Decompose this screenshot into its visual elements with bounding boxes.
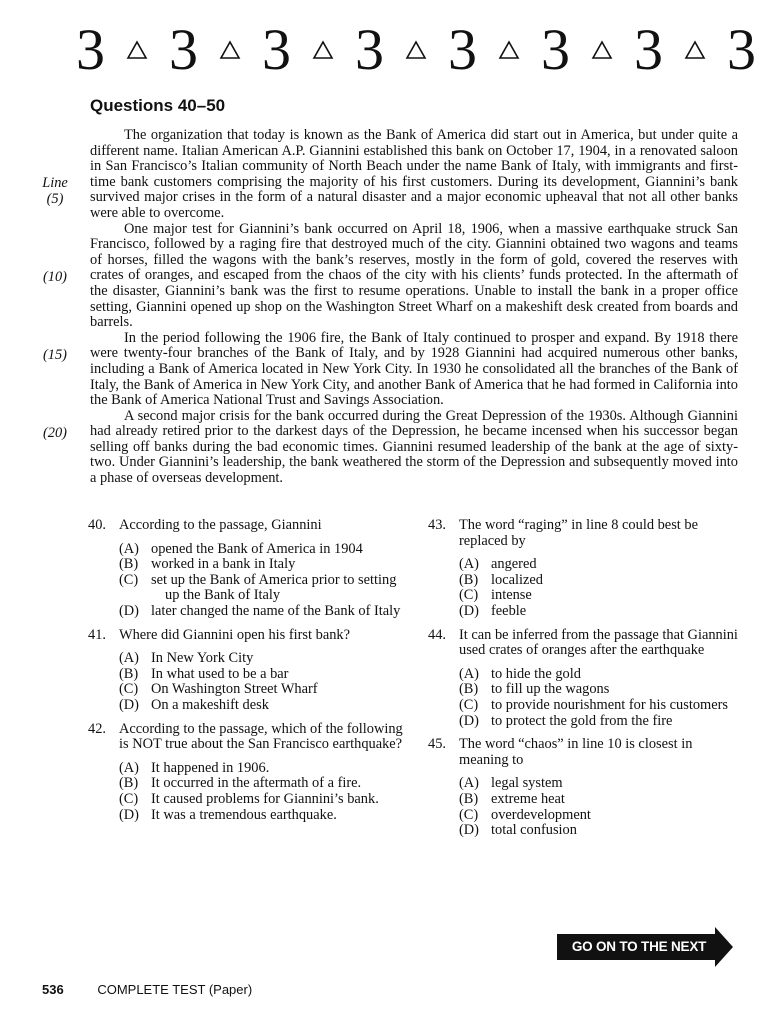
page-number: 536 xyxy=(42,982,64,997)
answer-choice xyxy=(119,604,408,620)
answer-choice xyxy=(119,792,408,808)
answer-choice xyxy=(119,667,408,683)
section-banner xyxy=(76,17,756,82)
choice-letter: (D) xyxy=(459,602,479,619)
section-number: 3 xyxy=(634,17,663,82)
question-block xyxy=(428,518,738,620)
choice-letter: (A) xyxy=(119,650,139,667)
answer-choice xyxy=(459,573,738,589)
passage-paragraph: A second major crisis for the bank occurred during the Great Depression of the 1930s. Although Giannini had already retired prior to the darkest days of the Depression, he became incensed when his successor began selling off banks during the bad economic times. Giannini resumed leadership of the bank at the age of sixty-two. Under Giannini’s leadership, the bank weathered the storm of the Depression and subsequently moved into a phase of overseas development. xyxy=(90,407,738,487)
choice-text: It occurred in the aftermath of a fire. xyxy=(151,775,362,792)
passage-paragraph: The organization that today is known as the Bank of America did start out in America, but under quite a different name. Italian American A.P. Giannini established this bank on October 17, 1904, in a renovated saloon in San Francisco’s Italian community of North Beach under the name Bank of Italy, with immigrants and first-time bank customers comprising the majority of his first customers. During its development, Giannini’s bank survived major crises in the form of a natural disaster and a major economic upheaval that not all other banks were able to overcome. xyxy=(90,127,738,221)
answer-choice xyxy=(459,588,738,604)
question-block xyxy=(88,628,408,714)
choice-letter: (A) xyxy=(459,775,479,792)
choice-text: set up the Bank of America prior to setting up the Bank of Italy xyxy=(151,571,397,604)
footer-title: COMPLETE TEST (Paper) xyxy=(97,982,253,997)
triangle-outline-icon xyxy=(405,40,427,60)
choice-letter: (D) xyxy=(119,602,139,619)
answer-choice xyxy=(119,682,408,698)
choice-text: It was a tremendous earthquake. xyxy=(151,806,337,823)
question-number: 44. xyxy=(428,626,446,643)
triangle-outline-icon xyxy=(312,40,334,60)
answer-choices xyxy=(88,761,408,823)
line-number-15: (15) xyxy=(43,347,67,363)
choice-letter: (C) xyxy=(119,790,139,807)
section-number: 3 xyxy=(355,17,384,82)
answer-choice xyxy=(459,823,738,839)
answer-choice xyxy=(119,761,408,777)
choice-text: later changed the name of the Bank of Italy xyxy=(151,602,401,619)
choice-text: In New York City xyxy=(151,650,254,667)
section-number: 3 xyxy=(727,17,756,82)
choice-letter: (B) xyxy=(119,665,139,682)
choice-letter: (C) xyxy=(459,587,479,604)
choice-text: to provide nourishment for his customers xyxy=(491,696,729,713)
answer-choice xyxy=(459,808,738,824)
question-number: 41. xyxy=(88,626,106,643)
question-text: It can be inferred from the passage that Giannini used crates of oranges after the earthquake xyxy=(459,626,738,659)
choice-text: opened the Bank of America in 1904 xyxy=(151,540,363,557)
answer-choices xyxy=(428,776,738,838)
choice-letter: (A) xyxy=(459,665,479,682)
answer-choice xyxy=(459,698,738,714)
next-page-label: GO ON TO THE NEXT PAGE xyxy=(571,939,707,976)
choice-text: In what used to be a bar xyxy=(151,665,289,682)
answer-choice xyxy=(119,776,408,792)
choice-letter: (D) xyxy=(119,696,139,713)
triangle-outline-icon xyxy=(219,40,241,60)
answer-choice xyxy=(119,698,408,714)
line-label: Line xyxy=(42,175,68,191)
triangle-outline-icon xyxy=(591,40,613,60)
line-number-5: (5) xyxy=(46,191,64,207)
question-block xyxy=(88,518,408,620)
choice-letter: (B) xyxy=(119,556,139,573)
answer-choice xyxy=(459,792,738,808)
answer-choice xyxy=(119,557,408,573)
choice-letter: (B) xyxy=(119,775,139,792)
answer-choice xyxy=(459,776,738,792)
question-stem xyxy=(88,628,408,644)
choice-text: overdevelopment xyxy=(491,806,591,823)
choice-text: legal system xyxy=(491,775,563,792)
choice-text: It caused problems for Giannini’s bank. xyxy=(151,790,379,807)
answer-choice xyxy=(119,808,408,824)
section-number: 3 xyxy=(262,17,291,82)
page-footer xyxy=(42,982,252,997)
questions-right-column xyxy=(428,518,738,847)
answer-choices xyxy=(88,542,408,620)
question-number: 40. xyxy=(88,517,106,533)
section-number: 3 xyxy=(76,17,105,82)
passage-paragraph: One major test for Giannini’s bank occurred on April 18, 1906, when a massive earthquake struck San Francisco, followed by a raging fire that destroyed much of the city. Giannini obtained two wagons and teams of horses, filled the wagons with the bank’s reserves, mostly in the form of gold, covered the reserves with crates of oranges, and escaped from the chaos of the city with his clients’ funds protected. In the aftermath of the disaster, Giannini’s bank was the first to resume operations. Unable to install the bank in a proper office setting, Giannini opened up shop on the Washington Street Wharf on a makeshift desk created from boards and barrels. xyxy=(90,220,738,331)
choice-text: worked in a bank in Italy xyxy=(151,556,296,573)
section-number: 3 xyxy=(169,17,198,82)
choice-text: On Washington Street Wharf xyxy=(151,681,318,698)
answer-choice xyxy=(119,573,408,604)
question-text: According to the passage, Giannini xyxy=(119,517,322,533)
reading-passage xyxy=(90,128,738,487)
answer-choices xyxy=(88,651,408,713)
choice-text: to protect the gold from the fire xyxy=(491,712,673,729)
question-text: The word “raging” in line 8 could best be replaced by xyxy=(459,517,698,549)
answer-choices xyxy=(428,667,738,729)
question-number: 42. xyxy=(88,720,106,737)
question-number: 45. xyxy=(428,736,446,753)
choice-text: total confusion xyxy=(491,822,577,839)
answer-choice xyxy=(119,542,408,558)
choice-text: On a makeshift desk xyxy=(151,696,269,713)
choice-letter: (B) xyxy=(459,790,479,807)
choice-letter: (B) xyxy=(459,681,479,698)
question-text: Where did Giannini open his first bank? xyxy=(119,626,350,643)
choice-letter: (A) xyxy=(459,556,479,573)
answer-choice xyxy=(119,651,408,667)
section-number: 3 xyxy=(541,17,570,82)
question-block xyxy=(88,722,408,824)
line-number-20: (20) xyxy=(43,425,67,441)
choice-letter: (C) xyxy=(119,571,139,588)
question-stem xyxy=(428,628,738,659)
choice-letter: (A) xyxy=(119,540,139,557)
choice-letter: (D) xyxy=(119,806,139,823)
choice-text: to hide the gold xyxy=(491,665,581,682)
choice-text: angered xyxy=(491,556,537,573)
choice-text: feeble xyxy=(491,602,527,619)
questions-left-column xyxy=(88,518,408,831)
question-block xyxy=(428,737,738,839)
question-stem xyxy=(428,518,738,549)
choice-letter: (B) xyxy=(459,571,479,588)
choice-text: It happened in 1906. xyxy=(151,759,270,776)
section-number: 3 xyxy=(448,17,477,82)
question-stem xyxy=(428,737,738,768)
choice-letter: (A) xyxy=(119,759,139,776)
choice-letter: (D) xyxy=(459,712,479,729)
choice-text: extreme heat xyxy=(491,790,565,807)
question-stem xyxy=(88,518,408,534)
answer-choice xyxy=(459,682,738,698)
answer-choices xyxy=(428,557,738,619)
triangle-outline-icon xyxy=(126,40,148,60)
choice-letter: (C) xyxy=(459,696,479,713)
line-number-10: (10) xyxy=(43,269,67,285)
choice-text: intense xyxy=(491,587,532,604)
answer-choice xyxy=(459,557,738,573)
choice-letter: (C) xyxy=(459,806,479,823)
question-text: According to the passage, which of the following is NOT true about the San Francisco earthquake? xyxy=(119,720,403,753)
answer-choice xyxy=(459,714,738,730)
question-text: The word “chaos” in line 10 is closest in meaning to xyxy=(459,736,693,768)
questions-heading: Questions 40–50 xyxy=(90,96,226,115)
choice-text: to fill up the wagons xyxy=(491,681,610,698)
answer-choice xyxy=(459,604,738,620)
question-block xyxy=(428,628,738,730)
answer-choice xyxy=(459,667,738,683)
question-number: 43. xyxy=(428,517,446,533)
triangle-outline-icon xyxy=(684,40,706,60)
passage-paragraph: In the period following the 1906 fire, the Bank of Italy continued to prosper and expand. By 1918 there were twenty-four branches of the Bank of Italy, and by 1928 Giannini had acquired numerous other banks, including a Bank of America located in New York City. In 1930 he consolidated all the branches of the Bank of Italy, the Bank of America in New York City, and another Bank of America that he had formed in California into the Bank of America National Trust and Savings Association. xyxy=(90,329,738,409)
choice-text: localized xyxy=(491,571,543,588)
question-stem xyxy=(88,722,408,753)
choice-letter: (D) xyxy=(459,822,479,839)
choice-letter: (C) xyxy=(119,681,139,698)
triangle-outline-icon xyxy=(498,40,520,60)
